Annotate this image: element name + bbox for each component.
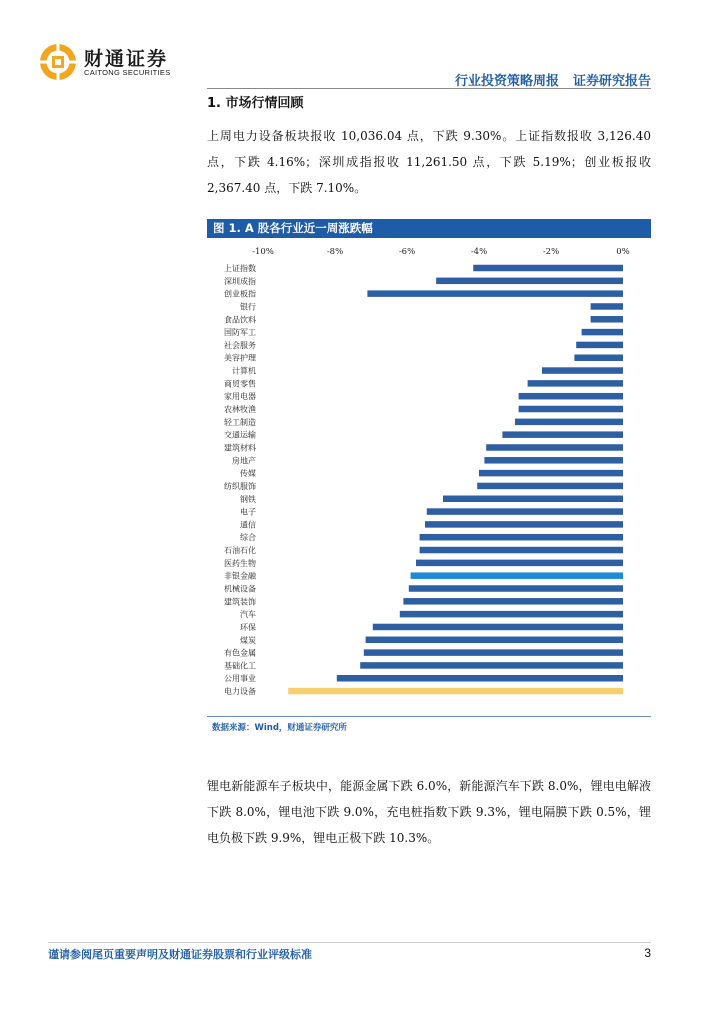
category-label: 环保 <box>240 622 256 632</box>
bar <box>436 278 623 285</box>
brand-name-en: CAITONG SECURITIES <box>84 68 171 77</box>
category-label: 综合 <box>240 533 256 543</box>
figure-divider <box>207 716 651 717</box>
bar <box>367 290 623 297</box>
bar <box>420 547 623 554</box>
figure-title: 图 1. A 股各行业近一周涨跌幅 <box>207 219 651 238</box>
bar <box>337 675 623 682</box>
bar <box>582 329 623 336</box>
category-label: 家用电器 <box>224 392 256 402</box>
bar <box>400 611 623 618</box>
x-tick-label: 0% <box>616 247 630 257</box>
bar <box>411 572 623 579</box>
bar <box>366 637 623 644</box>
bar <box>427 508 623 514</box>
bar <box>477 483 623 490</box>
category-label: 商贸零售 <box>224 379 256 389</box>
bar <box>288 688 623 695</box>
category-label: 电子 <box>240 507 256 517</box>
report-class: 证券研究报告 <box>572 74 651 89</box>
bar <box>502 431 623 438</box>
category-label: 公用事业 <box>224 674 256 684</box>
category-label: 轻工制造 <box>224 417 256 427</box>
bar <box>542 367 623 374</box>
bar <box>364 649 623 656</box>
category-label: 社会服务 <box>224 340 256 350</box>
category-label: 银行 <box>240 302 256 312</box>
category-label: 深圳成指 <box>224 276 256 286</box>
bar <box>486 444 623 451</box>
caitong-logo-icon <box>38 42 78 82</box>
lithium-sector-paragraph: 锂电新能源车子板块中，能源金属下跌 6.0%，新能源汽车下跌 8.0%，锂电电解液下跌 8.0%，锂电池下跌 9.0%，充电桩指数下跌 9.3%，锂电隔膜下跌 0.5%，锂电负极下跌 9.9%，锂电正极下跌 10.3%。 <box>207 779 651 845</box>
category-label: 电力设备 <box>224 687 256 697</box>
x-tick-label: -2% <box>542 247 560 257</box>
bar <box>528 380 623 387</box>
category-label: 基础化工 <box>224 661 256 671</box>
bar <box>443 496 623 503</box>
category-label: 交通运输 <box>224 430 256 440</box>
bar <box>416 560 623 567</box>
category-label: 美容护理 <box>224 353 256 363</box>
bar <box>403 598 623 605</box>
category-label: 上证指数 <box>224 264 256 273</box>
category-label: 创业板指 <box>224 289 256 299</box>
bar <box>484 457 623 464</box>
figure-source: 数据来源：Wind，财通证券研究所 <box>212 723 347 733</box>
bar <box>519 393 623 400</box>
category-label: 国防军工 <box>224 328 256 338</box>
bar <box>479 470 623 477</box>
category-label: 建筑材料 <box>224 443 256 453</box>
category-label: 汽车 <box>240 610 256 620</box>
report-type: 行业投资策略周报 <box>454 74 559 89</box>
footer-disclaimer: 谨请参阅尾页重要声明及财通证券股票和行业评级标准 <box>48 948 312 961</box>
category-label: 农林牧渔 <box>224 405 256 415</box>
industry-change-chart <box>207 240 651 714</box>
bar <box>373 624 623 631</box>
bar <box>519 406 623 413</box>
bar <box>574 354 623 361</box>
page-number: 3 <box>644 946 651 960</box>
category-label: 房地产 <box>232 456 256 466</box>
x-tick-label: -10% <box>252 247 274 257</box>
x-tick-label: -8% <box>326 247 344 257</box>
category-label: 钢铁 <box>240 494 256 504</box>
section-title: 1. 市场行情回顾 <box>207 96 304 111</box>
brand-name-cn: 财通证券 <box>84 48 169 70</box>
bar <box>591 316 623 323</box>
market-review-paragraph: 上周电力设备板块报收 10,036.04 点，下跌 9.30%。上证指数报收 3,126.40 点，下跌 4.16%；深圳成指报收 11,261.50 点，下跌 5.19%；创业板报收 2,367.40 点，下跌 7.10%。 <box>207 129 651 195</box>
category-label: 医药生物 <box>224 558 256 568</box>
category-label: 有色金属 <box>224 648 256 658</box>
category-label: 非银金融 <box>224 571 256 581</box>
bar <box>425 521 623 528</box>
category-label: 计算机 <box>232 366 256 376</box>
report-header <box>455 70 651 89</box>
category-label: 建筑装饰 <box>224 597 256 607</box>
bar <box>591 303 623 310</box>
bar <box>420 534 623 541</box>
category-label: 机械设备 <box>224 584 256 594</box>
category-label: 传媒 <box>240 469 256 479</box>
bar <box>473 265 623 272</box>
category-label: 石油石化 <box>224 546 256 556</box>
footer-divider <box>48 942 651 943</box>
header-divider <box>207 88 651 89</box>
bar <box>409 585 623 592</box>
category-label: 煤炭 <box>240 635 256 645</box>
category-label: 食品饮料 <box>224 315 256 325</box>
x-tick-label: -6% <box>398 247 416 257</box>
category-label: 纺织服饰 <box>224 481 256 491</box>
x-tick-label: -4% <box>470 247 488 257</box>
category-label: 通信 <box>240 520 256 530</box>
bar <box>576 342 623 349</box>
bar <box>360 662 623 669</box>
bar <box>515 419 623 426</box>
